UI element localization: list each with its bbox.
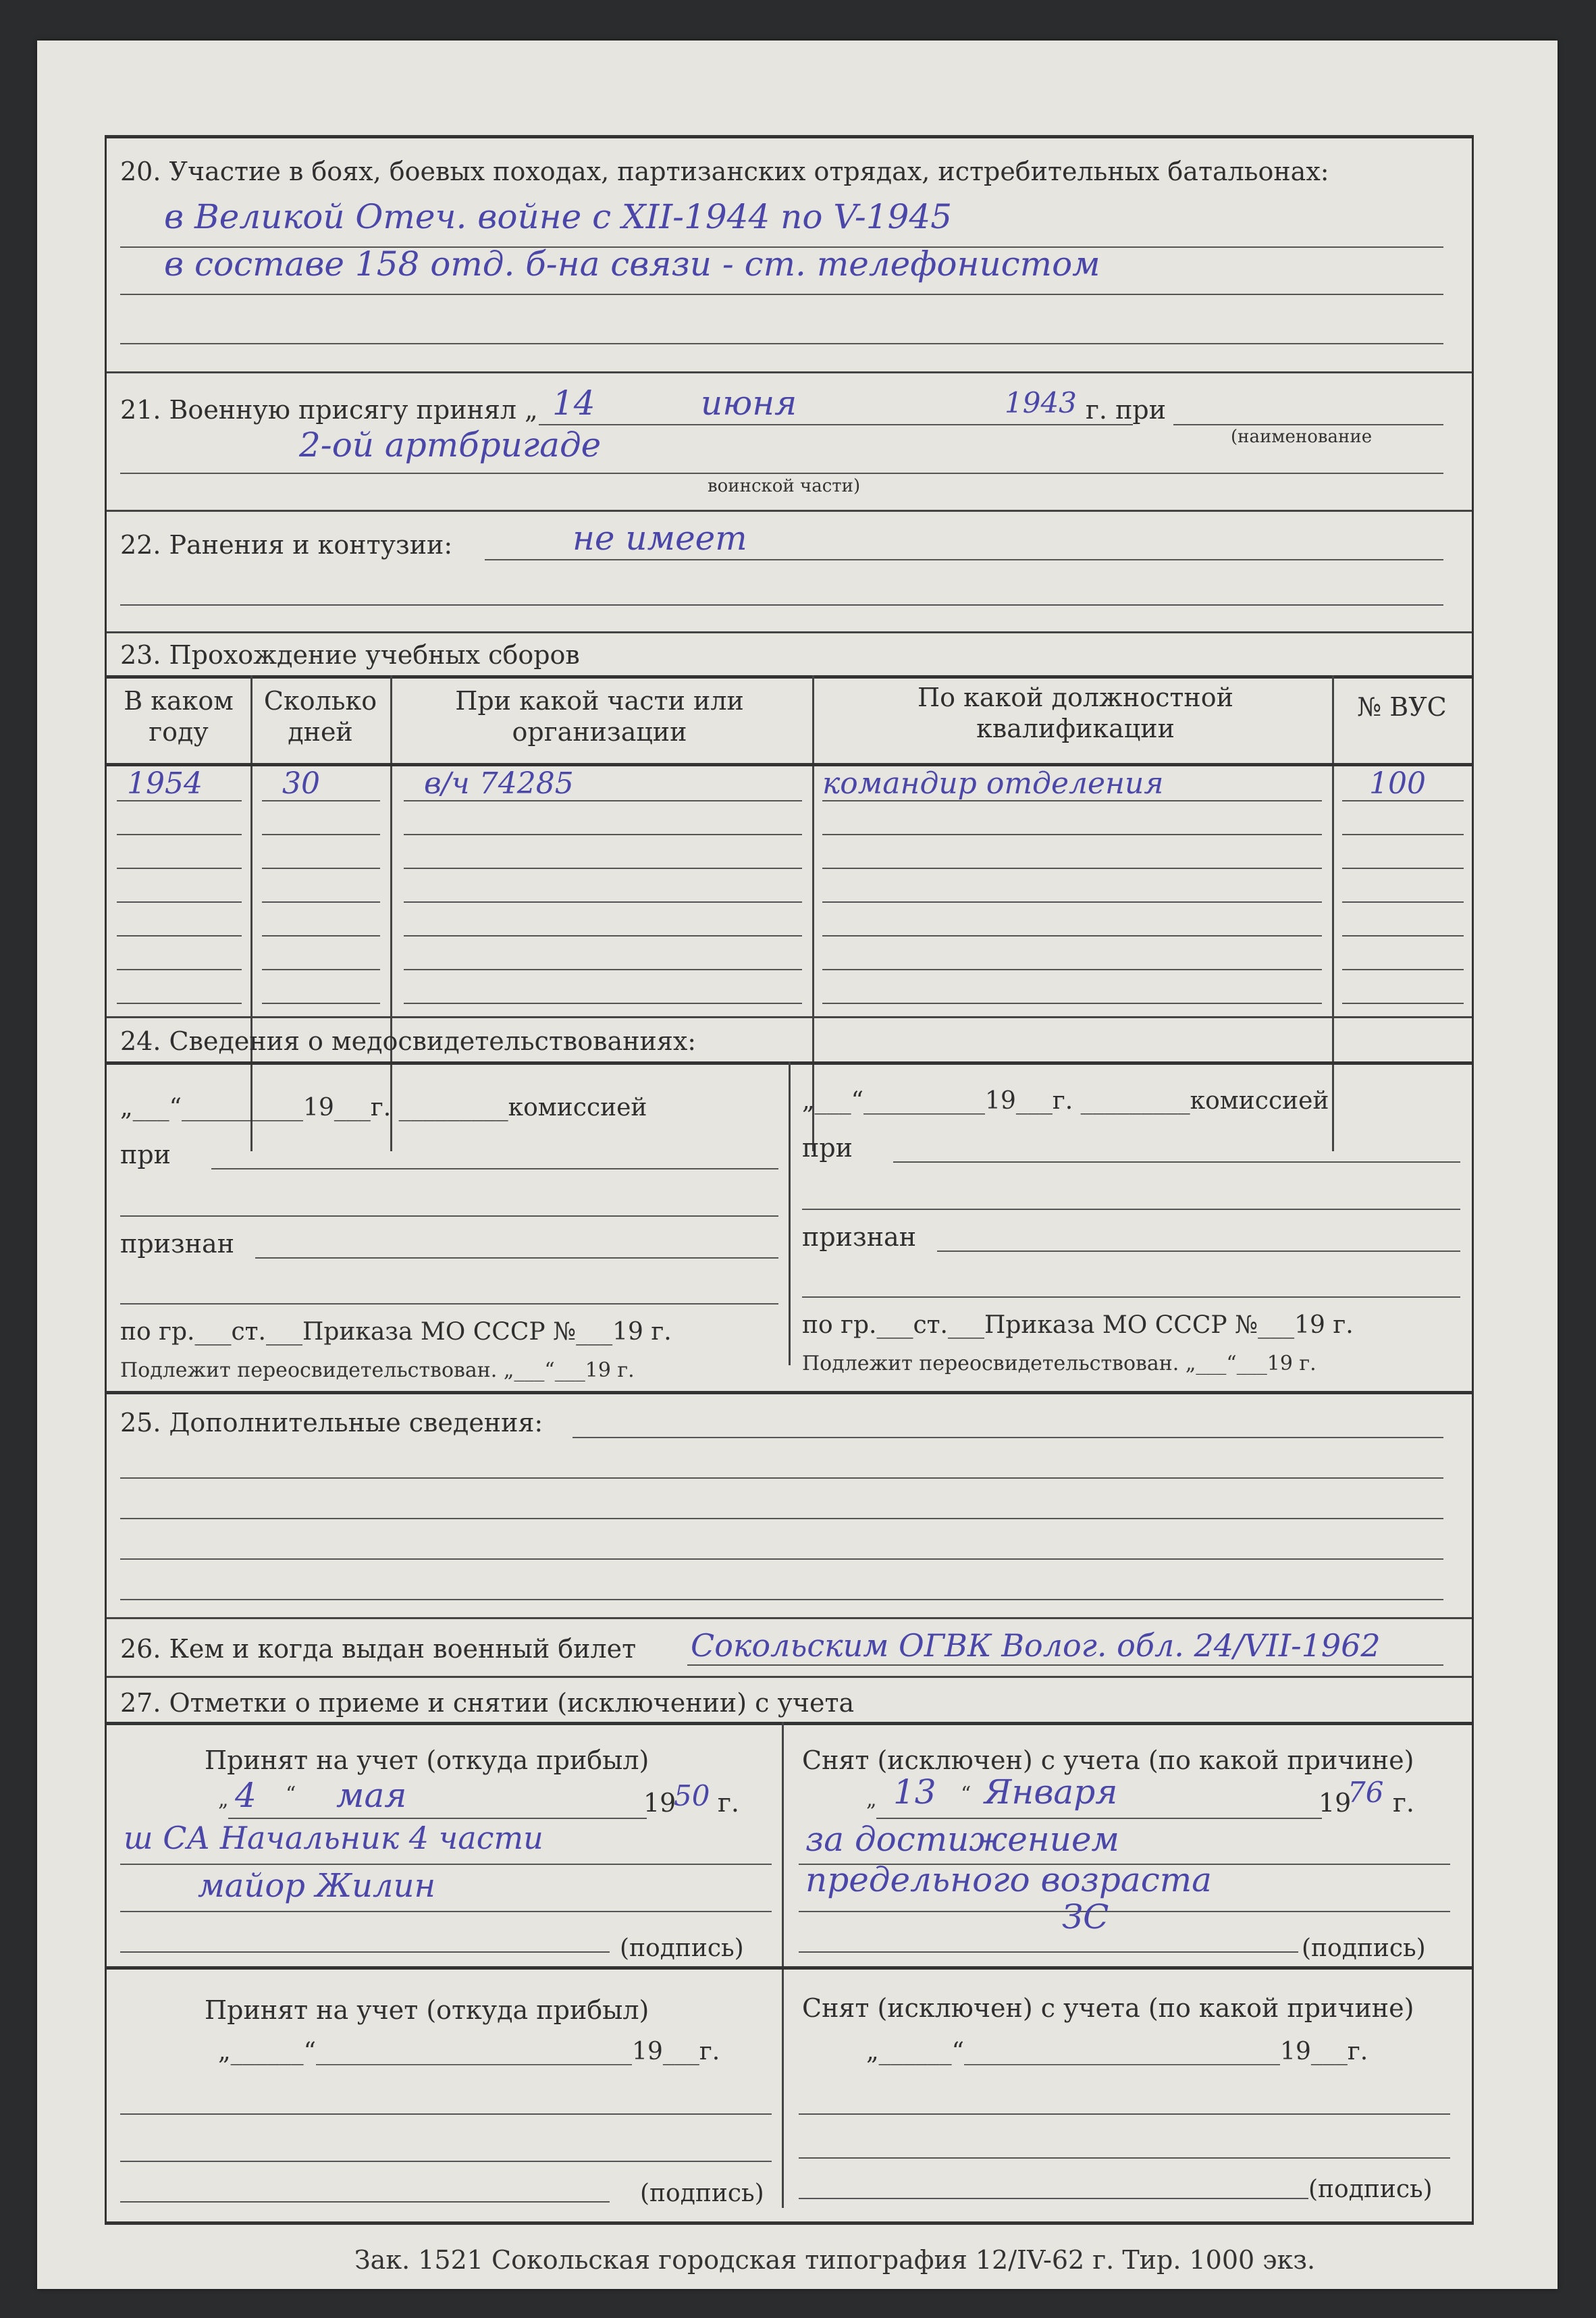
col-divider	[390, 675, 392, 1151]
s27-divider	[782, 1722, 784, 2208]
s27-r-handwriting-1: за достижением	[805, 1820, 1119, 1859]
col-divider	[1332, 675, 1334, 1151]
s24-priznan-left: признан	[120, 1229, 235, 1259]
s20-handwriting-2: в составе 158 отд. б-на связи - ст. телефонистом	[164, 244, 1100, 284]
th-vus: № ВУС	[1357, 692, 1447, 722]
s24-pri-left: при	[120, 1140, 171, 1169]
s27-r-day: 13	[893, 1772, 936, 1812]
s24-reexam-right: Подлежит переосвидетельствован. „___“___19 г.	[802, 1352, 1316, 1375]
s27-a-g: г.	[718, 1788, 739, 1818]
s24-bottom-rule	[107, 1391, 1472, 1394]
s27-removed-label-2: Снят (исключен) с учета (по какой причине)	[802, 1993, 1414, 2023]
s23-bottom-rule	[107, 1016, 1472, 1018]
s27-r-handwriting-2: предельного возраста	[805, 1860, 1212, 1899]
td-qualification: командир отделения	[822, 766, 1164, 801]
s21-rule	[107, 510, 1472, 512]
s22-rule	[107, 631, 1472, 633]
th-year: В каком году	[124, 686, 234, 747]
s21-year: 1943	[1005, 386, 1077, 419]
s27-a-handwriting-1: ш СА Начальник 4 части	[124, 1820, 543, 1856]
s20-label: 20. Участие в боях, боевых походах, партизанских отрядах, истребительных батальонах:	[120, 157, 1329, 186]
s21-label-b: г. при	[1086, 395, 1167, 425]
s27-r-month: Января	[984, 1772, 1118, 1812]
s23-table-top	[107, 675, 1472, 679]
td-days: 30	[282, 766, 320, 801]
s27-accepted-label-2: Принят на учет (откуда прибыл)	[205, 1995, 649, 2025]
s27-removed-label: Снят (исключен) с учета (по какой причине)	[802, 1745, 1414, 1775]
underline	[485, 559, 1443, 560]
underline	[539, 424, 1133, 425]
top-rule	[107, 135, 1472, 138]
s22-label: 22. Ранения и контузии:	[120, 530, 453, 560]
s27-r-handwriting-3: ЗС	[1062, 1897, 1109, 1937]
s27-a-handwriting-2: майор Жилин	[198, 1867, 436, 1905]
s27-label: 27. Отметки о приеме и снятии (исключении) с учета	[120, 1688, 855, 1718]
s22-handwriting: не имеет	[573, 519, 747, 558]
td-vus: 100	[1369, 766, 1426, 801]
s26-handwriting: Сокольским ОГВК Волог. обл. 24/VII-1962	[691, 1627, 1381, 1664]
s27-r-year: 76	[1348, 1776, 1384, 1809]
s24-pri-right: при	[802, 1133, 853, 1163]
s24-commission-left: „___“__________19___г. _________комиссией	[120, 1094, 647, 1122]
s27-signature-4: (подпись)	[1308, 2176, 1433, 2203]
col-divider	[812, 675, 814, 1151]
quote-close: “	[286, 1783, 296, 1806]
s27-a-year: 50	[674, 1779, 710, 1812]
s24-order-right: по гр.___ст.___Приказа МО СССР №___19 г.	[802, 1311, 1354, 1339]
s27-a-year-prefix: 19	[643, 1788, 676, 1818]
s21-sub2: воинской части)	[708, 476, 861, 496]
s26-bottom-rule	[107, 1676, 1472, 1678]
s21-day: 14	[552, 384, 595, 423]
bottom-rule	[107, 2221, 1472, 2225]
s21-sub1: (наименование	[1231, 427, 1373, 447]
print-footer: Зак. 1521 Сокольская городская типография 12/IV-62 г. Тир. 1000 экз.	[354, 2245, 1316, 2275]
s24-order-left: по гр.___ст.___Приказа МО СССР №___19 г.	[120, 1318, 672, 1346]
td-year: 1954	[127, 766, 203, 801]
s20-handwriting-1: в Великой Отеч. войне с XII-1944 по V-1945	[164, 197, 953, 236]
s27-a-month: мая	[336, 1776, 407, 1815]
underline	[120, 294, 1443, 295]
s27-accepted-label: Принят на учет (откуда прибыл)	[205, 1745, 649, 1775]
underline	[120, 473, 1443, 474]
s26-label: 26. Кем и когда выдан военный билет	[120, 1634, 637, 1664]
underline	[120, 343, 1443, 344]
form-frame: 20. Участие в боях, боевых походах, партизанских отрядах, истребительных батальонах: в Великой Отеч. войне с XII-1944 по V-1945 в составе 158 отд. б-на связи - ст. телефонистом 21. Военную присягу принял „ 14 июня 1943 г. при (наименование 2-ой артбригаде воинской части) 22. Ранения и контузии: не имеет 23. Прохождение учебных сборов В каком году Сколько дней При какой части или организации По какой должностной квалификации № ВУС 1954 30 в/ч 74285 командир отделения 100 24. Сведения о медосвидетельствованиях: „___“__________19___г. _________комиссией при признан по гр.___ст.___Приказа МО СССР №___19 г. Подлежит переосвидетельствован. „___“___19 г. „___“__________19___г. _________комиссией при признан по гр.___ст.___Приказа МО СССР №___19 г. Подлежит переосвидетельствован. „___“___19 г. 25. Дополнительные сведения: 26. Кем и когда выдан военный билет Сокольским ОГВК Волог. обл. 24/VII-1962 27. Отметки о приеме и снятии (исключении) с учета Принят на учет (откуда прибыл) „ 4 “ мая 19 50 г. ш СА Начальник 4 части майор Жилин (подпись) Снят (исключен) с учета (по какой причине) „ 13 “ Января 19 76 г. за достижением предельного возраста ЗС (подпись) Принят на учет (откуда прибыл) „______“__________________________19___г. (подпись) Снят (исключен) с учета (по какой причине) „______“__________________________19___г. (подпись)	[105, 135, 1474, 2225]
s27-middle-rule	[107, 1966, 1472, 1970]
s24-reexam-left: Подлежит переосвидетельствован. „___“___19 г.	[120, 1359, 635, 1382]
th-qualification: По какой должностной квалификации	[917, 683, 1233, 743]
s24-label: 24. Сведения о медосвидетельствованиях:	[120, 1026, 697, 1056]
s24-priznan-right: признан	[802, 1222, 917, 1252]
s24-commission-right: „___“__________19___г. _________комиссией	[802, 1087, 1329, 1115]
underline	[1173, 424, 1443, 425]
quote-open: „	[218, 1788, 229, 1812]
form-sheet	[37, 41, 1558, 2289]
s27-a-signature: (подпись)	[620, 1934, 744, 1962]
s20-rule	[107, 371, 1472, 373]
th-unit: При какой части или организации	[455, 686, 744, 747]
s27-signature-3: (подпись)	[640, 2180, 764, 2207]
s24-divider	[789, 1061, 791, 1365]
s27-r-year-prefix: 19	[1319, 1788, 1352, 1818]
s25-label: 25. Дополнительные сведения:	[120, 1408, 543, 1438]
s27-top-rule	[107, 1722, 1472, 1725]
s27-blank-date-left: „______“__________________________19___г.	[218, 2038, 720, 2065]
s25-bottom-rule	[107, 1617, 1472, 1619]
s27-r-signature: (подпись)	[1302, 1934, 1426, 1962]
s23-label: 23. Прохождение учебных сборов	[120, 640, 580, 670]
th-days: Сколько дней	[263, 686, 377, 747]
s21-unit: 2-ой артбригаде	[299, 425, 602, 465]
s27-a-day: 4	[235, 1776, 257, 1815]
underline	[120, 604, 1443, 606]
s27-blank-date-right: „______“__________________________19___г.	[866, 2038, 1368, 2065]
td-unit: в/ч 74285	[424, 766, 574, 801]
s27-r-g: г.	[1393, 1788, 1414, 1818]
s21-label: 21. Военную присягу принял „	[120, 395, 538, 425]
s21-month: июня	[701, 384, 797, 423]
